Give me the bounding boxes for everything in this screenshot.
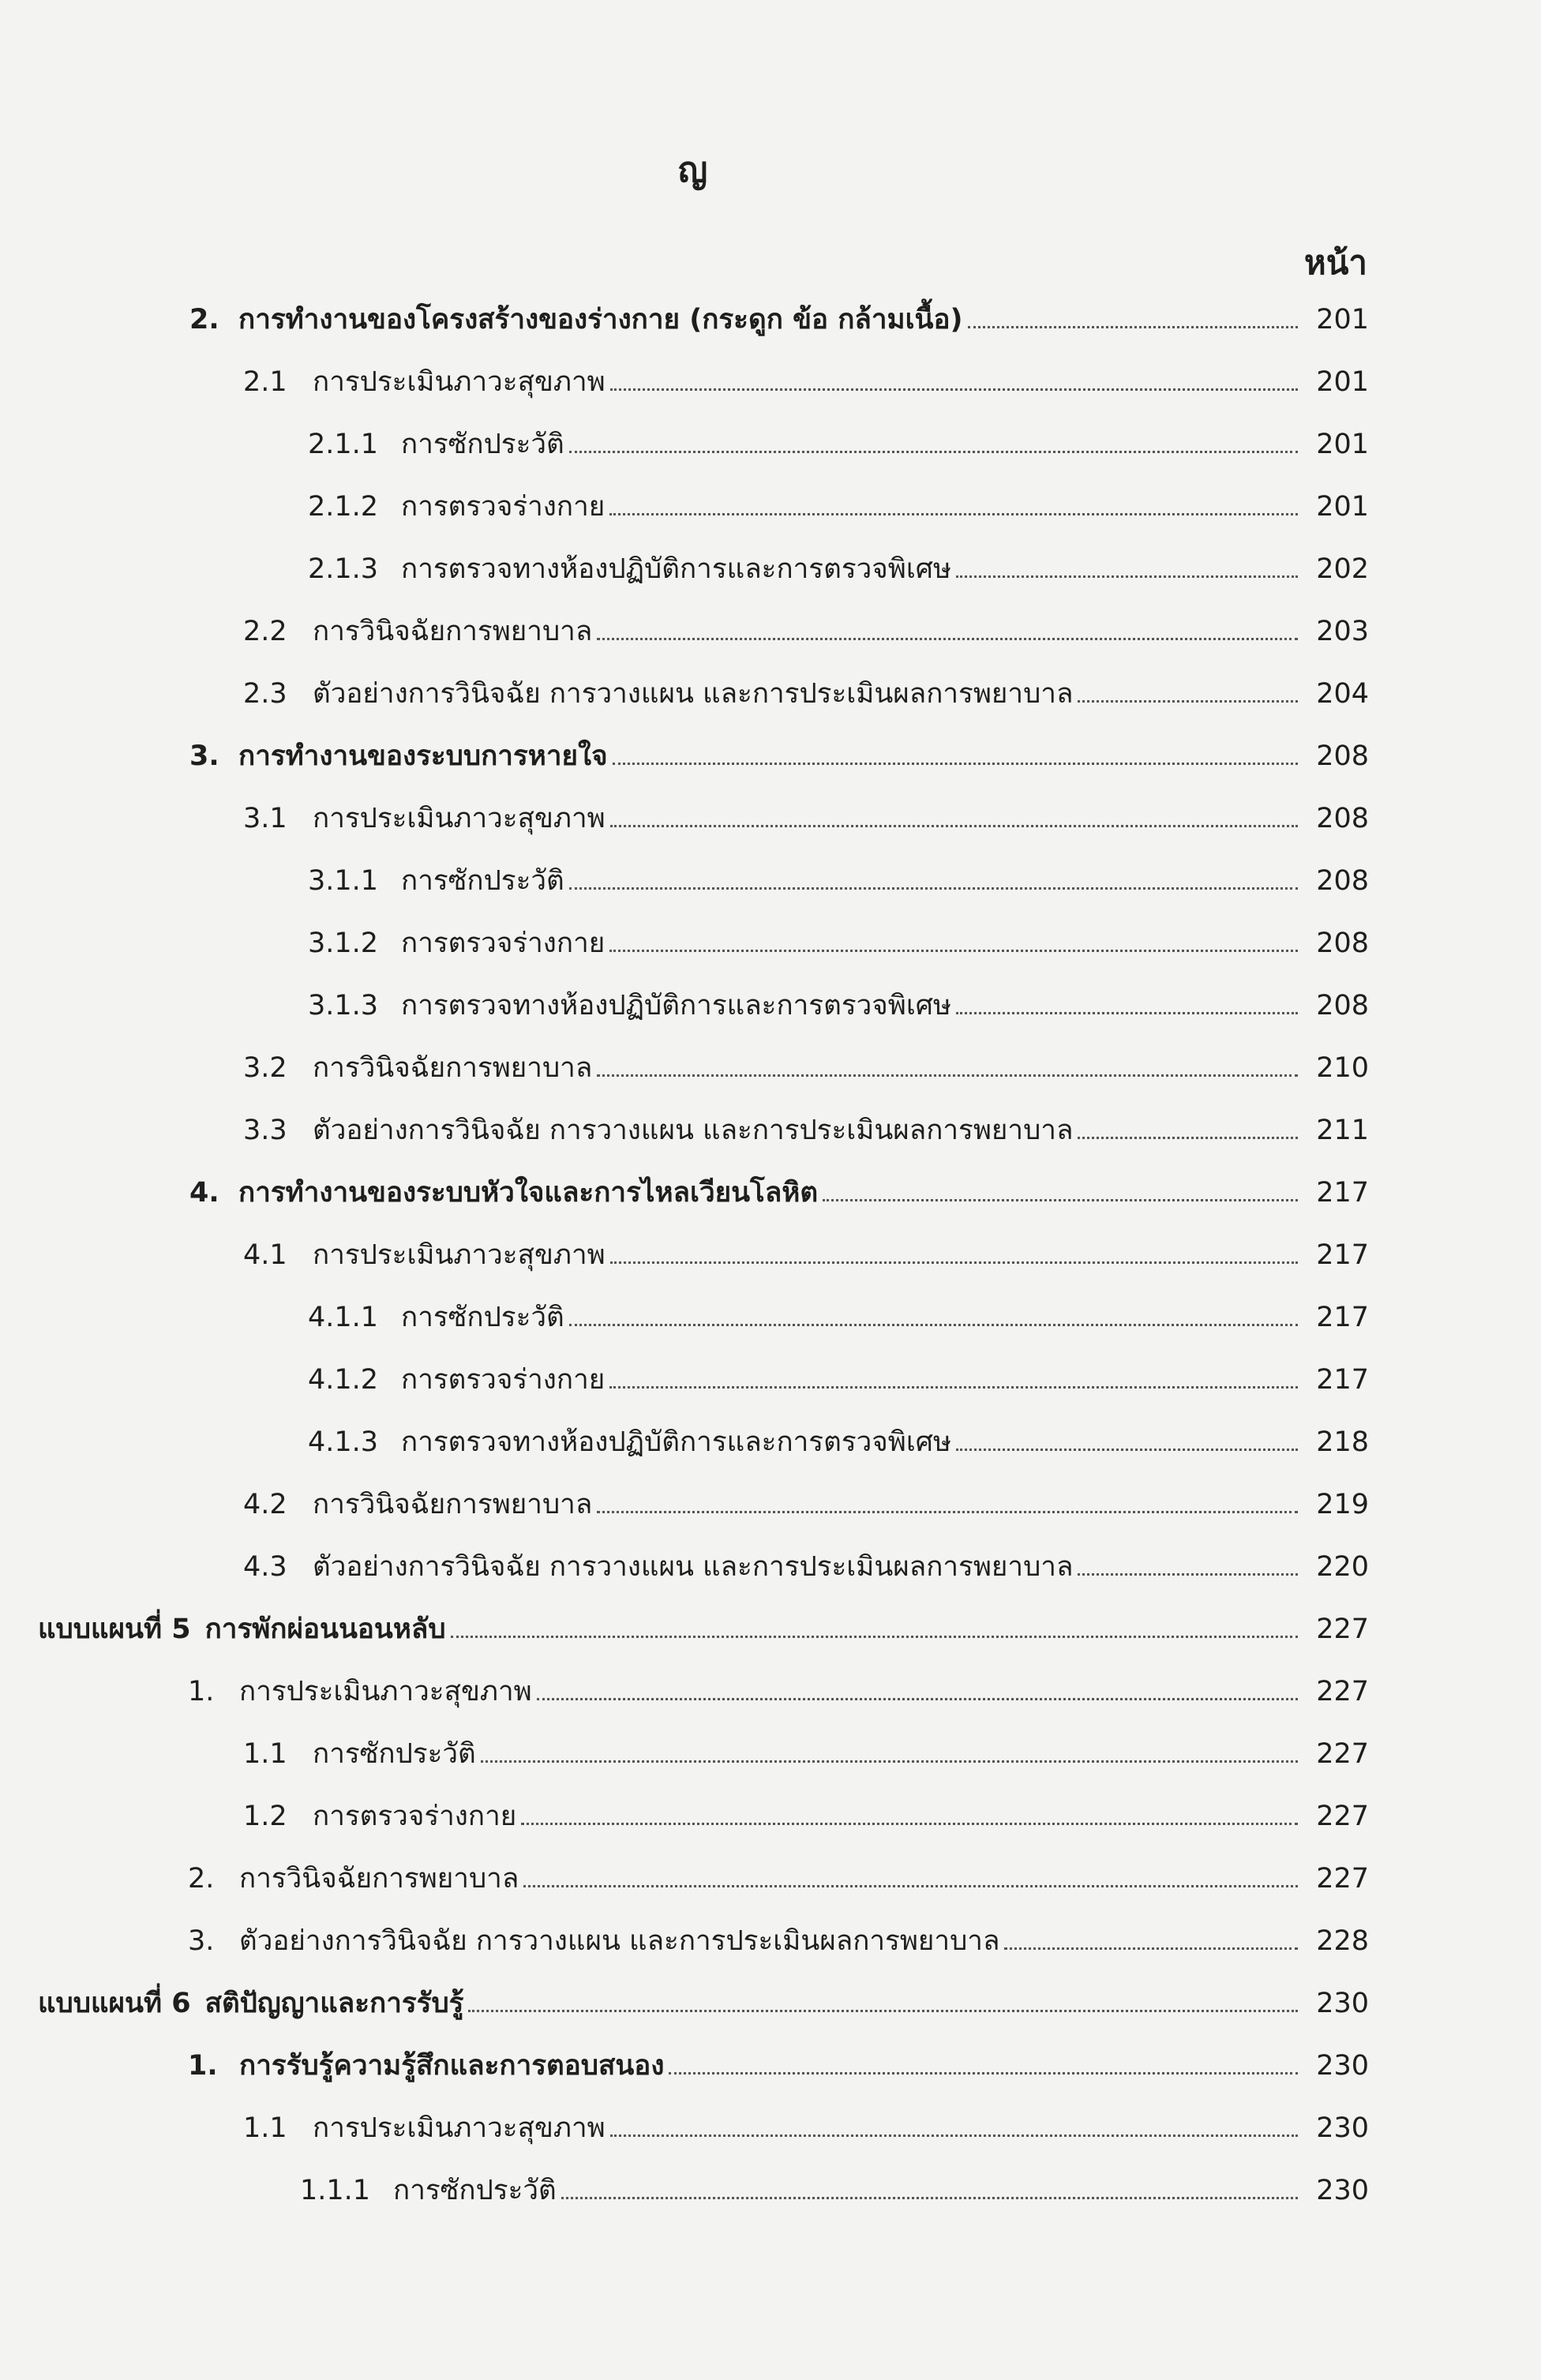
toc-entry-title: การตรวจร่างกาย [401, 1364, 606, 1396]
toc-leader-dots [956, 575, 1298, 578]
toc-entry-number: 1.2 [243, 1801, 287, 1832]
toc-entry [243, 2097, 1369, 2145]
toc-leader-dots [610, 388, 1298, 391]
toc-entry-page: 201 [1316, 304, 1369, 335]
toc-leader-dots [609, 1386, 1298, 1389]
toc-entry-page: 201 [1316, 491, 1369, 523]
toc-entry-title: การทำงานของระบบการหายใจ [238, 740, 608, 772]
toc-entry-title: การตรวจทางห้องปฏิบัติการและการตรวจพิเศษ [401, 990, 952, 1021]
toc-entry-page: 220 [1316, 1551, 1369, 1583]
toc-entry [243, 1037, 1369, 1085]
toc-leader-dots [1004, 1947, 1298, 1950]
toc-leader-dots [1078, 1137, 1298, 1139]
toc-entry [189, 725, 1369, 773]
toc-entry [300, 2160, 1369, 2207]
toc-entry-number: 3. [188, 1925, 215, 1957]
toc-leader-dots [956, 1449, 1298, 1451]
toc-entry-number: 1. [188, 1676, 215, 1707]
toc-entry-number: 1.1.1 [300, 2175, 371, 2206]
toc-entry [308, 1287, 1369, 1334]
toc-entry-page: 218 [1316, 1426, 1369, 1458]
toc-entry-page: 202 [1316, 553, 1369, 585]
toc-entry-page: 201 [1316, 429, 1369, 460]
page-column-header: หน้า [1304, 243, 1367, 282]
toc-entry-page: 217 [1316, 1177, 1369, 1209]
toc-entry [188, 1661, 1369, 1708]
toc-entry-title: ตัวอย่างการวินิจฉัย การวางแผน และการประเมินผลการพยาบาล [313, 678, 1074, 710]
toc-entry [189, 1162, 1369, 1209]
toc-entry-page: 230 [1316, 2175, 1369, 2206]
toc-entry-number: 1.1 [243, 2112, 287, 2144]
toc-entry-title: การซักประวัติ [393, 2175, 557, 2206]
toc-entry [308, 1411, 1369, 1459]
toc-entry [243, 1536, 1369, 1584]
toc-entry-page: 219 [1316, 1489, 1369, 1520]
toc-entry-number: 4.1 [243, 1239, 287, 1271]
toc-leader-dots [610, 2135, 1298, 2137]
toc-entry-title: สติปัญญาและการรับรู้ [204, 1988, 464, 2019]
toc-entry-number: 2. [189, 304, 219, 335]
toc-leader-dots [968, 326, 1299, 328]
toc-entry [243, 1723, 1369, 1771]
toc-entry [308, 414, 1369, 461]
toc-leader-dots [569, 451, 1298, 453]
toc-entry-title: การวินิจฉัยการพยาบาล [313, 616, 593, 647]
toc-leader-dots [521, 1823, 1298, 1825]
toc-entry-page: 227 [1316, 1614, 1369, 1645]
toc-entry-number: 4.1.1 [308, 1302, 379, 1333]
toc-entry-page: 230 [1316, 2050, 1369, 2082]
toc-entry-page: 208 [1316, 740, 1369, 772]
toc-leader-dots [537, 1698, 1298, 1700]
toc-entry-title: ตัวอย่างการวินิจฉัย การวางแผน และการประเมินผลการพยาบาล [239, 1925, 1000, 1957]
toc-leader-dots [481, 1760, 1298, 1763]
toc-leader-dots [597, 1074, 1298, 1077]
toc-entry-number: 3. [189, 740, 219, 772]
toc-entry-title: การทำงานของระบบหัวใจและการไหลเวียนโลหิต [238, 1177, 819, 1209]
toc-leader-dots [1078, 700, 1298, 703]
toc-entry-title: การประเมินภาวะสุขภาพ [313, 1239, 606, 1271]
toc-entry-title: ตัวอย่างการวินิจฉัย การวางแผน และการประเมินผลการพยาบาล [313, 1551, 1074, 1583]
toc-entry-number: 4.1.3 [308, 1426, 379, 1458]
toc-entry [308, 1349, 1369, 1396]
toc-entry-number: แบบแผนที่ 6 [38, 1988, 191, 2019]
toc-leader-dots [561, 2197, 1298, 2199]
toc-entry-title: การวินิจฉัยการพยาบาล [313, 1052, 593, 1084]
toc-entry [188, 1910, 1369, 1958]
toc-leader-dots [610, 1261, 1298, 1264]
toc-entry-page: 208 [1316, 990, 1369, 1021]
toc-entry-page: 230 [1316, 1988, 1369, 2019]
toc-entry-number: 4.1.2 [308, 1364, 379, 1396]
toc-leader-dots [613, 763, 1298, 765]
toc-entry-page: 227 [1316, 1863, 1369, 1895]
toc-leader-dots [609, 950, 1298, 952]
toc-entry-title: การตรวจร่างกาย [313, 1801, 517, 1832]
toc-entry-number: 4. [189, 1177, 219, 1209]
toc-entry-page: 217 [1316, 1364, 1369, 1396]
toc-leader-dots [609, 513, 1298, 515]
toc-entry-page: 208 [1316, 803, 1369, 834]
toc-entry-number: 2. [188, 1863, 215, 1895]
toc-leader-dots [523, 1885, 1298, 1887]
toc-entry-number: 3.1 [243, 803, 287, 834]
toc-entry-title: การตรวจทางห้องปฏิบัติการและการตรวจพิเศษ [401, 553, 952, 585]
toc-leader-dots [956, 1012, 1298, 1014]
toc-entry-title: การพักผ่อนนอนหลับ [204, 1614, 446, 1645]
toc-entry [243, 788, 1369, 835]
toc-entry-page: 230 [1316, 2112, 1369, 2144]
toc-entry-page: 208 [1316, 928, 1369, 959]
toc-entry-title: การประเมินภาวะสุขภาพ [313, 2112, 606, 2144]
toc-entry-page: 227 [1316, 1676, 1369, 1707]
toc-entry-page: 217 [1316, 1302, 1369, 1333]
toc-entry-number: 2.1.3 [308, 553, 379, 585]
toc-entry-number: 3.3 [243, 1115, 287, 1146]
toc-entry-number: 3.1.3 [308, 990, 379, 1021]
toc-entry-title: การรับรู้ความรู้สึกและการตอบสนอง [239, 2050, 665, 2082]
toc-entry-number: 1.1 [243, 1738, 287, 1770]
toc-entry-page: 211 [1316, 1115, 1369, 1146]
toc-entry-title: การประเมินภาวะสุขภาพ [239, 1676, 532, 1707]
toc-entry-title: การตรวจทางห้องปฏิบัติการและการตรวจพิเศษ [401, 1426, 952, 1458]
toc-entry [308, 476, 1369, 523]
toc-entry [189, 289, 1369, 336]
toc-entry [243, 1224, 1369, 1272]
toc-entry [243, 1100, 1369, 1147]
toc-entry [38, 1973, 1369, 2020]
toc-entry-number: 4.2 [243, 1489, 287, 1520]
toc-entry-number: 2.3 [243, 678, 287, 710]
toc-entry [243, 601, 1369, 648]
toc-entry [308, 850, 1369, 898]
toc-entry [243, 351, 1369, 399]
toc-entry-title: การทำงานของโครงสร้างของร่างกาย (กระดูก ข้อ กล้ามเนื้อ) [238, 304, 963, 335]
toc-entry-title: การซักประวัติ [401, 865, 564, 897]
toc-entry-title: ตัวอย่างการวินิจฉัย การวางแผน และการประเมินผลการพยาบาล [313, 1115, 1074, 1146]
toc-entry-number: 2.1.1 [308, 429, 379, 460]
toc-entry-title: การซักประวัติ [313, 1738, 476, 1770]
toc-leader-dots [451, 1636, 1298, 1638]
toc-entry-title: การประเมินภาวะสุขภาพ [313, 803, 606, 834]
toc-leader-dots [669, 2072, 1298, 2075]
toc-entry [308, 913, 1369, 960]
toc-entry-page: 228 [1316, 1925, 1369, 1957]
toc-leader-dots [569, 887, 1298, 890]
toc-leader-dots [569, 1324, 1298, 1326]
toc-entry [243, 663, 1369, 710]
toc-leader-dots [597, 1511, 1298, 1513]
toc-entry [188, 1848, 1369, 1895]
toc-entry [38, 1599, 1369, 1646]
toc-entry [308, 975, 1369, 1022]
toc-entry [243, 1474, 1369, 1521]
toc-entry-page: 227 [1316, 1801, 1369, 1832]
toc-entry-number: 1. [188, 2050, 218, 2082]
toc-entry-title: การซักประวัติ [401, 1302, 564, 1333]
toc-entry [308, 538, 1369, 586]
toc-leader-dots [597, 638, 1298, 640]
toc-leader-dots [468, 2010, 1298, 2012]
toc-entry [188, 2035, 1369, 2082]
toc-entry-number: 2.2 [243, 616, 287, 647]
toc-entry-title: การตรวจร่างกาย [401, 491, 606, 523]
toc-entry-number: 4.3 [243, 1551, 287, 1583]
toc-entry-number: 3.1.1 [308, 865, 379, 897]
toc-entry-title: การวินิจฉัยการพยาบาล [313, 1489, 593, 1520]
toc-entry-page: 201 [1316, 366, 1369, 398]
toc-entry-number: 3.2 [243, 1052, 287, 1084]
toc-entry-page: 204 [1316, 678, 1369, 710]
toc-entry [243, 1786, 1369, 1833]
toc-entry-page: 210 [1316, 1052, 1369, 1084]
toc-entry-title: การตรวจร่างกาย [401, 928, 606, 959]
toc-leader-dots [823, 1199, 1298, 1201]
toc-leader-dots [1078, 1573, 1298, 1576]
toc-entry-number: 2.1 [243, 366, 287, 398]
toc-entry-title: การประเมินภาวะสุขภาพ [313, 366, 606, 398]
toc-entry-number: แบบแผนที่ 5 [38, 1614, 191, 1645]
toc-entry-page: 217 [1316, 1239, 1369, 1271]
toc-entry-page: 227 [1316, 1738, 1369, 1770]
toc-entry-page: 203 [1316, 616, 1369, 647]
toc-entry-number: 2.1.2 [308, 491, 379, 523]
page-letter: ญ [677, 150, 708, 190]
toc-leader-dots [610, 825, 1298, 827]
toc-entry-number: 3.1.2 [308, 928, 379, 959]
toc-entry-page: 208 [1316, 865, 1369, 897]
toc-entry-title: การวินิจฉัยการพยาบาล [239, 1863, 519, 1895]
toc-entry-title: การซักประวัติ [401, 429, 564, 460]
